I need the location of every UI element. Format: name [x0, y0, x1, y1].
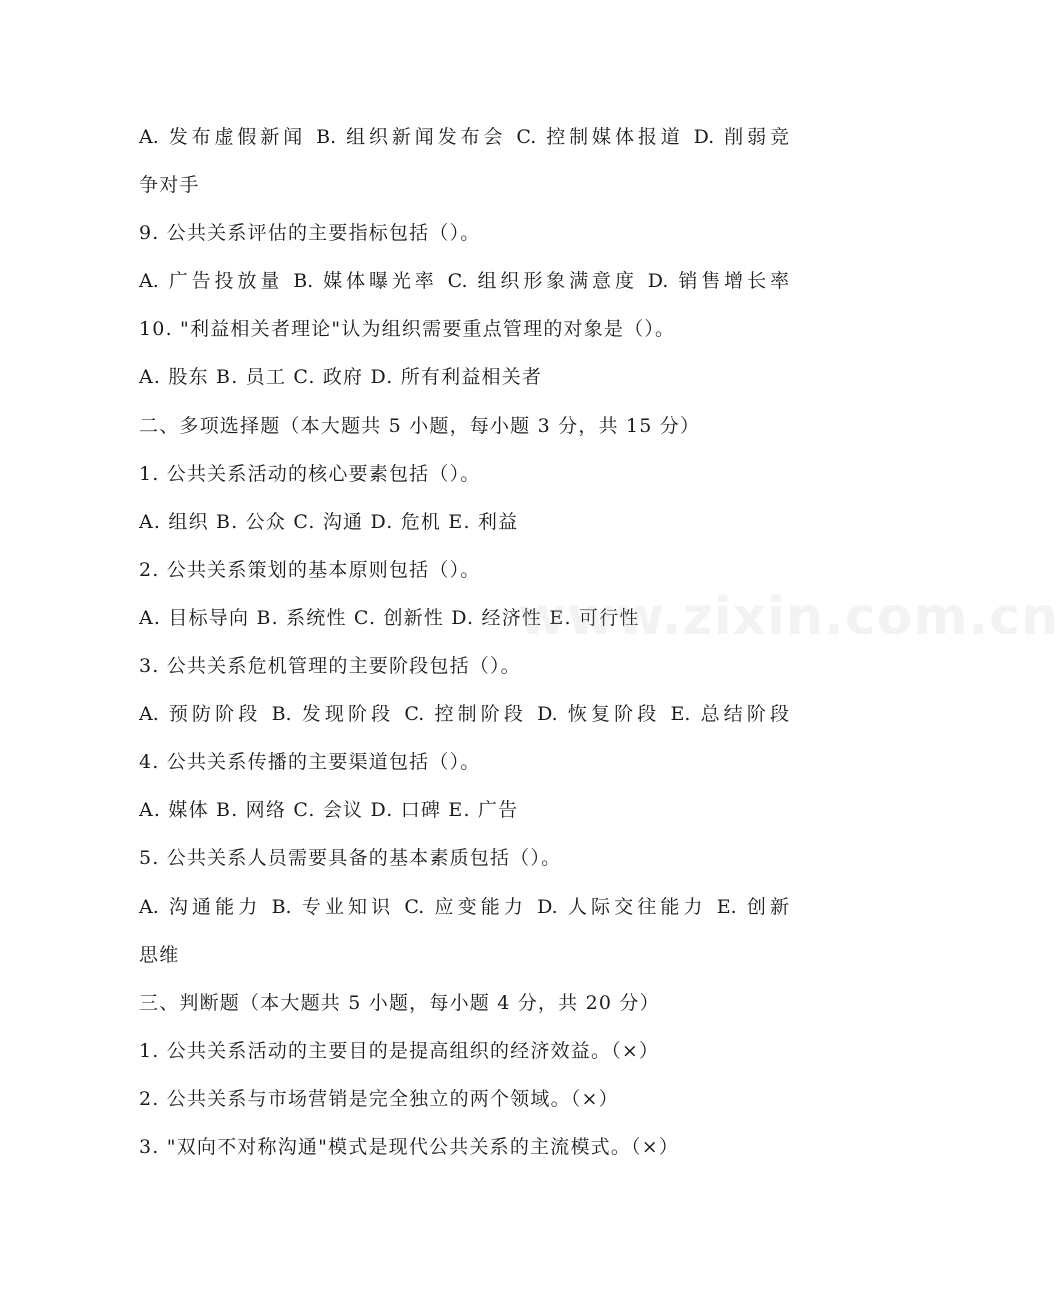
statement-tf-1: 1. 公共关系活动的主要目的是提高组织的经济效益。（×） [139, 1039, 660, 1062]
question-mc-3: 3. 公共关系危机管理的主要阶段包括（）。 [139, 655, 521, 678]
question-mc-5: 5. 公共关系人员需要具备的基本素质包括（）。 [139, 847, 562, 870]
question-10: 10. "利益相关者理论"认为组织需要重点管理的对象是（）。 [139, 318, 676, 341]
answer-options-mc-3: A. 预防阶段 B. 发现阶段 C. 控制阶段 D. 恢复阶段 E. 总结阶段 [139, 703, 789, 726]
statement-tf-2: 2. 公共关系与市场营销是完全独立的两个领域。（×） [139, 1087, 619, 1110]
question-mc-4: 4. 公共关系传播的主要渠道包括（）。 [139, 751, 481, 774]
answer-options-mc-4: A. 媒体 B. 网络 C. 会议 D. 口碑 E. 广告 [139, 799, 519, 822]
answer-options-mc-5-continued: 思维 [139, 943, 180, 966]
question-9: 9. 公共关系评估的主要指标包括（）。 [139, 222, 481, 245]
site-watermark: www.zixin.com.cn [518, 587, 1059, 647]
statement-tf-3: 3. "双向不对称沟通"模式是现代公共关系的主流模式。（×） [139, 1135, 680, 1158]
document-body [139, 113, 789, 1171]
answer-options-mc-1: A. 组织 B. 公众 C. 沟通 D. 危机 E. 利益 [139, 510, 519, 533]
answer-options-q9: A. 广告投放量 B. 媒体曝光率 C. 组织形象满意度 D. 销售增长率 [139, 270, 789, 293]
answer-options-mc-2: A. 目标导向 B. 系统性 C. 创新性 D. 经济性 E. 可行性 [139, 606, 640, 629]
answer-options-q8: A. 发布虚假新闻 B. 组织新闻发布会 C. 控制媒体报道 D. 削弱竞 [139, 126, 789, 148]
answer-options-q10: A. 股东 B. 员工 C. 政府 D. 所有利益相关者 [139, 366, 543, 389]
question-mc-2: 2. 公共关系策划的基本原则包括（）。 [139, 558, 481, 581]
question-mc-1: 1. 公共关系活动的核心要素包括（）。 [139, 462, 481, 485]
answer-options-mc-5: A. 沟通能力 B. 专业知识 C. 应变能力 D. 人际交往能力 E. 创新 [139, 895, 789, 918]
answer-options-q8-continued: 争对手 [139, 174, 200, 197]
section-heading-true-false: 三、判断题（本大题共 5 小题，每小题 4 分，共 20 分） [139, 991, 660, 1014]
section-heading-multiple-choice: 二、多项选择题（本大题共 5 小题，每小题 3 分，共 15 分） [139, 414, 701, 437]
